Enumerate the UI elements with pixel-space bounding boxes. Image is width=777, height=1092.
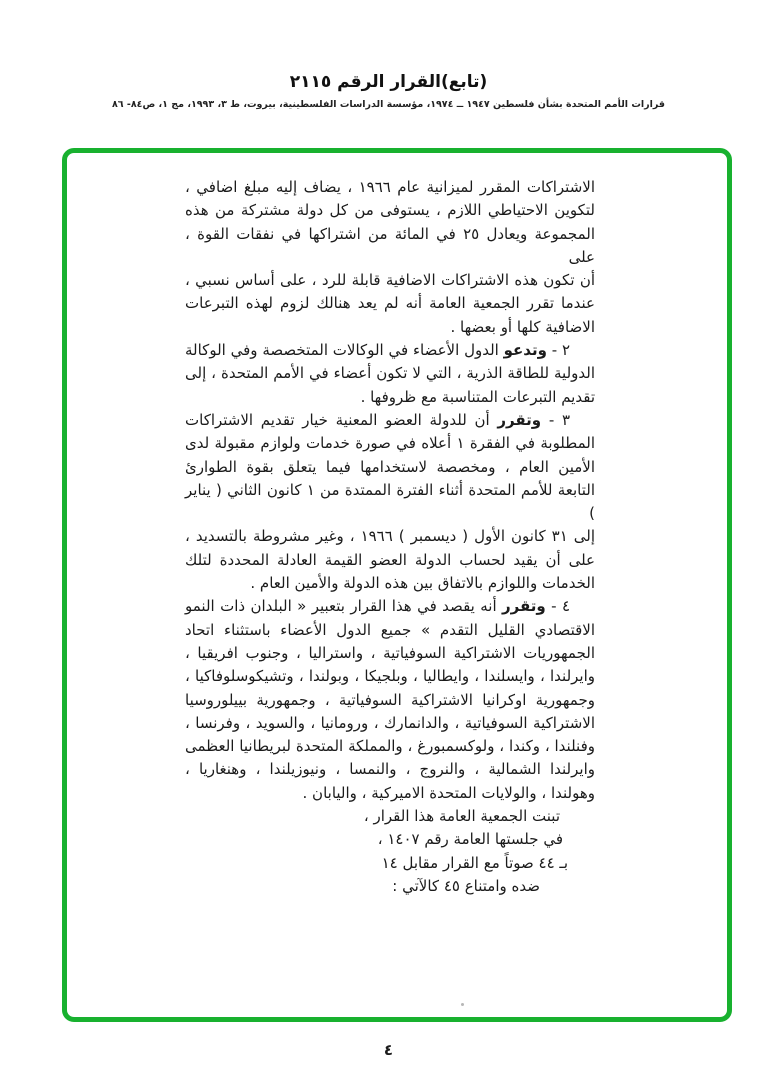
text-line <box>185 735 595 758</box>
text-line <box>185 525 595 548</box>
text-line <box>185 479 595 526</box>
text-segment: الأمين العام ، ومخصصة لاستخدامها فيما يتعلق بقوة الطوارئ <box>185 457 595 476</box>
document-lines <box>185 176 595 898</box>
text-segment: الدولية للطاقة الذرية ، التي لا تكون أعضاء في الأمم المتحدة ، إلى <box>185 364 595 383</box>
text-line <box>185 665 595 688</box>
text-segment: على أن يقيد لحساب الدولة العضو القيمة العادلة المحددة لتلك <box>185 550 595 569</box>
text-line <box>185 362 595 385</box>
text-segment: ٢ - <box>546 341 571 360</box>
text-segment: وهولندا ، والولايات المتحدة الاميركية ، واليابان . <box>302 783 595 802</box>
text-line <box>185 758 595 781</box>
text-segment: إلى ٣١ كانون الأول ( ديسمبر ) ١٩٦٦ ، وغير مشروطة بالتسديد ، <box>185 527 595 546</box>
text-segment: الاقتصادي القليل التقدم » جميع الدول الأعضاء باستثناء اتحاد <box>185 620 595 639</box>
text-line <box>185 409 595 432</box>
text-segment: المجموعة ويعادل ٢٥ في المائة من اشتراكها في نفقات القوة ، على <box>185 224 595 266</box>
text-segment: أن تكون هذه الاشتراكات الاضافية قابلة للرد ، على أساس نسبي ، <box>185 271 595 290</box>
text-line <box>185 595 595 618</box>
text-segment: بـ ٤٤ صوتاً مع القرار مقابل ١٤ <box>381 853 568 872</box>
text-segment: المطلوبة في الفقرة ١ أعلاه في صورة خدمات ولوازم مقبولة لدى <box>185 434 595 453</box>
emphasized-term: وتقرر <box>502 597 546 616</box>
text-segment: الاشتراكات المقرر لميزانية عام ١٩٦٦ ، يضاف إليه مبلغ اضافي ، <box>185 178 595 196</box>
emphasized-term: وتقرر <box>497 410 542 429</box>
text-segment: الاضافية كلها أو بعضها . <box>450 317 595 336</box>
text-segment: تبنت الجمعية العامة هذا القرار ، <box>363 807 560 826</box>
text-segment: وايرلندا ، وايسلندا ، وايطاليا ، وبلجيكا ، وبولندا ، وتشيكوسلوفاكيا ، <box>185 667 595 686</box>
resolution-title: (تابع)القرار الرقم ٢١١٥ <box>289 72 488 92</box>
text-line <box>185 828 595 851</box>
text-line <box>185 572 595 595</box>
text-segment: أن للدولة العضو المعنية خيار تقديم الاشتراكات <box>185 410 498 429</box>
text-segment: ٣ - <box>541 410 571 429</box>
text-line <box>185 689 595 712</box>
text-segment: وجمهورية اوكرانيا الاشتراكية السوفياتية ، وجمهورية بييلوروسيا <box>185 690 595 709</box>
text-line <box>185 199 595 222</box>
page-header <box>0 72 777 110</box>
text-segment: ضده وامتناع ٤٥ كالآتي : <box>392 876 540 895</box>
text-line <box>185 386 595 409</box>
text-segment: تقديم التبرعات المتناسبة مع ظروفها . <box>360 387 595 406</box>
text-line <box>185 269 595 292</box>
text-segment: لتكوين الاحتياطي اللازم ، يستوفى من كل دولة مشتركة من هذه <box>185 201 595 220</box>
text-line <box>185 642 595 665</box>
text-line <box>185 223 595 270</box>
text-line <box>185 549 595 572</box>
text-segment: الجمهوريات الاشتراكية السوفياتية ، واستراليا ، وجنوب افريقيا ، <box>185 643 595 662</box>
text-segment: وايرلندا الشمالية ، والنروج ، والنمسا ، ونيوزيلندا ، وهنغاريا ، <box>185 760 595 779</box>
text-line <box>185 805 595 828</box>
text-segment: الدول الأعضاء في الوكالات المتخصصة وفي الوكالة <box>185 341 504 360</box>
source-citation: قرارات الأمم المتحدة بشأن فلسطين ١٩٤٧ ــ ١٩٧٤، مؤسسة الدراسات الفلسطينية، بيروت، ط ٣، ١٩٩٣، مج ١، ص٨٤- ٨٦ <box>111 99 665 110</box>
text-line <box>185 712 595 735</box>
text-line <box>185 619 595 642</box>
text-line <box>185 339 595 362</box>
text-segment: الخدمات واللوازم بالاتفاق بين هذه الدولة والأمين العام . <box>250 574 595 593</box>
text-line <box>185 292 595 315</box>
text-line <box>185 432 595 455</box>
emphasized-term: وتدعو <box>503 341 547 360</box>
page-number: ٤ <box>383 1041 394 1059</box>
text-segment: ٤ - <box>545 597 571 616</box>
text-segment: وفنلندا ، وكندا ، ولوكسمبورغ ، والمملكة المتحدة لبريطانيا العظمى <box>185 737 595 756</box>
text-line <box>185 852 595 875</box>
text-line <box>185 316 595 339</box>
text-segment: عندما تقرر الجمعية العامة أنه لم يعد هنالك لزوم لهذه التبرعات <box>185 294 595 313</box>
text-line <box>185 456 595 479</box>
scan-artifact-dot <box>461 1003 464 1006</box>
text-segment: التابعة للأمم المتحدة أثناء الفترة الممتدة من ١ كانون الثاني ( يناير ) <box>185 480 596 523</box>
text-line <box>185 176 595 199</box>
text-segment: أنه يقصد في هذا القرار بتعبير « البلدان ذات النمو <box>185 597 503 616</box>
text-segment: في جلستها العامة رقم ١٤٠٧ ، <box>377 830 563 849</box>
text-line <box>185 782 595 805</box>
text-segment: الاشتراكية السوفياتية ، والدانمارك ، ورومانيا ، والسويد ، وفرنسا ، <box>185 713 595 732</box>
text-line <box>185 875 595 898</box>
